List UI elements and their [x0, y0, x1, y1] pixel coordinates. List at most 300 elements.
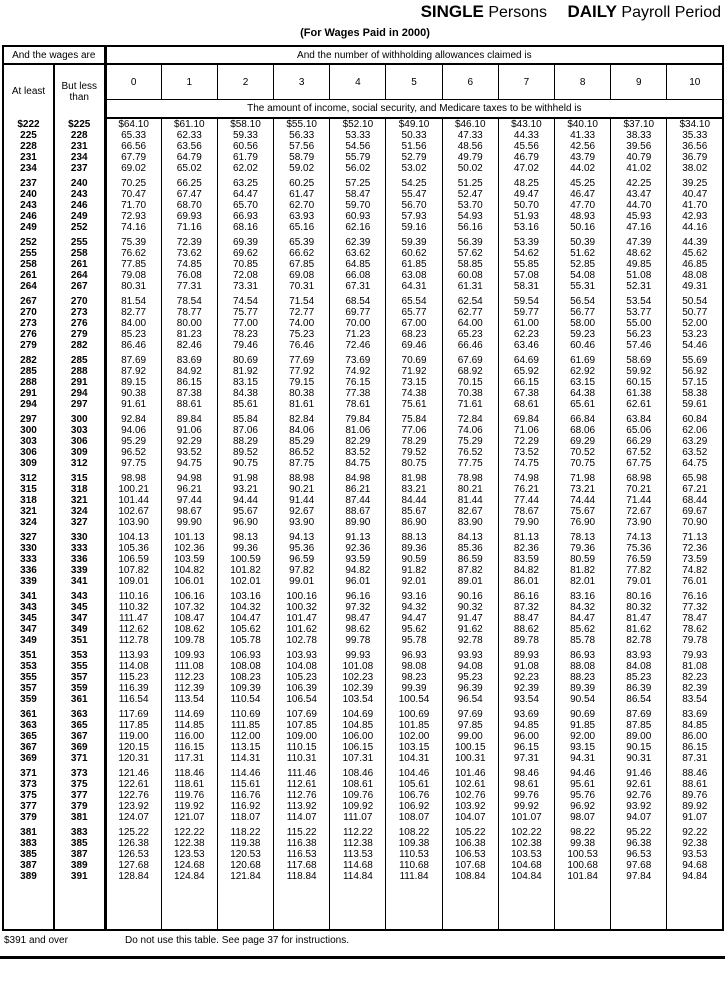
but-less-cell: 291: [54, 377, 105, 388]
amount-cell: 85.23: [105, 329, 161, 340]
amount-cell: 93.16: [386, 591, 442, 602]
amount-cell: 46.47: [555, 189, 611, 200]
but-less-cell: 321: [54, 495, 105, 506]
amount-cell: 41.33: [555, 130, 611, 141]
amount-cell: 114.07: [274, 812, 330, 823]
but-less-cell: 312: [54, 458, 105, 469]
amount-cell: 107.82: [105, 565, 161, 576]
amount-cell: 106.53: [442, 849, 498, 860]
amount-cell: 101.08: [330, 661, 386, 672]
amount-cell: 106.00: [330, 731, 386, 742]
table-row: [3, 340, 723, 351]
amount-cell: 77.06: [386, 425, 442, 436]
amount-cell: 52.47: [442, 189, 498, 200]
amount-cell: 89.52: [217, 447, 273, 458]
allowance-count-header: 3: [274, 64, 330, 100]
amount-cell: 98.61: [498, 779, 554, 790]
amount-cell: 99.36: [217, 543, 273, 554]
amount-cell: 104.85: [330, 720, 386, 731]
amount-cell: 57.15: [682, 377, 708, 388]
amount-cell: 127.68: [105, 860, 161, 871]
amount-cell: 87.06: [217, 425, 273, 436]
amount-cell: 69.46: [386, 340, 442, 351]
table-row: [3, 731, 723, 742]
but-less-cell: 359: [54, 683, 105, 694]
amount-cell: 77.00: [217, 318, 273, 329]
but-less-cell: 391: [54, 871, 105, 882]
amount-cell: 112.22: [330, 827, 386, 838]
amount-cell: 65.33: [105, 130, 161, 141]
amount-cell: 94.82: [330, 565, 386, 576]
but-less-cell: 361: [54, 694, 105, 705]
amount-cell: 117.68: [274, 860, 330, 871]
amount-cell: 100.15: [442, 742, 498, 753]
amount-cell: 99.76: [498, 790, 554, 801]
amount-cell: 96.54: [442, 694, 498, 705]
but-less-than-header: But less than: [54, 64, 105, 118]
amount-cell: 48.25: [498, 178, 554, 189]
table-row: [3, 849, 723, 860]
amount-cell: 108.23: [217, 672, 273, 683]
but-less-cell: 276: [54, 318, 105, 329]
amount-cell: 112.00: [217, 731, 273, 742]
amount-cell: 102.36: [161, 543, 217, 554]
amount-cell: 100.59: [217, 554, 273, 565]
amount-cell: 100.69: [386, 709, 442, 720]
amount-cell: 54.46: [682, 340, 708, 351]
amount-cell: 110.15: [274, 742, 330, 753]
amount-cell: 56.92: [682, 366, 708, 377]
title-daily: DAILY: [567, 2, 617, 21]
amount-cell: 101.85: [386, 720, 442, 731]
table-row: [3, 543, 723, 554]
table-row: [3, 152, 723, 163]
allowance-count-header: 7: [498, 64, 554, 100]
amount-cell: 86.52: [274, 447, 330, 458]
amount-cell: 55.00: [611, 318, 667, 329]
amount-cell: 111.08: [161, 661, 217, 672]
amount-cell: 109.78: [161, 635, 217, 646]
amount-cell: 111.84: [386, 871, 442, 882]
amount-cell: 88.47: [498, 613, 554, 624]
at-least-cell: 240: [3, 189, 54, 200]
table-row: [3, 871, 723, 882]
amount-cell: 44.70: [611, 200, 667, 211]
amount-cell: 113.92: [274, 801, 330, 812]
at-least-cell: 373: [3, 779, 54, 790]
amount-cell: 104.68: [498, 860, 554, 871]
amount-cell: 73.31: [217, 281, 273, 292]
amount-cell: 35.33: [682, 130, 708, 141]
amount-cell: 100.53: [555, 849, 611, 860]
but-less-cell: 294: [54, 388, 105, 399]
amount-cell: 102.61: [442, 779, 498, 790]
amount-cell: 47.70: [555, 200, 611, 211]
amount-cell: 55.31: [555, 281, 611, 292]
amount-cell: 44.16: [682, 222, 708, 233]
amount-cell: 64.75: [682, 458, 708, 469]
amount-cell: 57.93: [386, 211, 442, 222]
amount-cell: 70.52: [555, 447, 611, 458]
but-less-cell: 252: [54, 222, 105, 233]
amount-cell: 84.44: [386, 495, 442, 506]
but-less-cell: 288: [54, 366, 105, 377]
amount-cell: 96.16: [330, 591, 386, 602]
amount-cell: 60.46: [555, 340, 611, 351]
amount-cell: 108.22: [386, 827, 442, 838]
amount-cell: 71.98: [555, 473, 611, 484]
amount-cell: 72.29: [498, 436, 554, 447]
amount-cell: 60.62: [386, 248, 442, 259]
amount-cell: 84.92: [161, 366, 217, 377]
amount-cell: 59.70: [330, 200, 386, 211]
amount-cell: 89.15: [105, 377, 161, 388]
amount-cell: 98.47: [330, 613, 386, 624]
amount-cell: 87.44: [330, 495, 386, 506]
amount-cell: 81.61: [274, 399, 330, 410]
at-least-cell: 294: [3, 399, 54, 410]
amount-cell: 43.47: [611, 189, 667, 200]
amount-cell: 99.38: [555, 838, 611, 849]
amount-cell: 68.70: [161, 200, 217, 211]
amount-cell: 78.29: [386, 436, 442, 447]
amount-cell: 103.16: [217, 591, 273, 602]
amount-cell: 104.07: [442, 812, 498, 823]
amount-cell: 90.54: [555, 694, 611, 705]
gap-cell: [274, 882, 330, 930]
amount-cell: 55.79: [330, 152, 386, 163]
amount-cell: 99.39: [386, 683, 442, 694]
amount-cell: 57.25: [330, 178, 386, 189]
page-title: [421, 2, 721, 22]
amount-cell: 118.46: [161, 768, 217, 779]
amount-cell: 71.23: [330, 329, 386, 340]
amount-cell: 79.46: [217, 340, 273, 351]
amount-cell: 60.93: [330, 211, 386, 222]
at-least-cell: 367: [3, 742, 54, 753]
amount-cell: 124.84: [161, 871, 217, 882]
amount-cell: 73.59: [682, 554, 708, 565]
amount-cell: 61.38: [611, 388, 667, 399]
at-least-cell: 306: [3, 447, 54, 458]
amount-cell: 102.67: [105, 506, 161, 517]
at-least-cell: 264: [3, 281, 54, 292]
amount-cell: 100.16: [274, 591, 330, 602]
amount-cell: 79.36: [555, 543, 611, 554]
amount-cell: 106.92: [386, 801, 442, 812]
amount-cell: 102.76: [442, 790, 498, 801]
amount-cell: 102.22: [498, 827, 554, 838]
amount-cell: 72.46: [330, 340, 386, 351]
amount-cell: 77.82: [611, 565, 667, 576]
amount-cell: 105.78: [217, 635, 273, 646]
amount-cell: 98.13: [217, 532, 273, 543]
amount-cell: 99.90: [161, 517, 217, 528]
amount-cell: 82.84: [274, 414, 330, 425]
amount-cell: 61.69: [555, 355, 611, 366]
table-row: [3, 118, 723, 130]
amount-cell: 109.93: [161, 650, 217, 661]
amount-cell: 89.36: [386, 543, 442, 554]
at-least-cell: 258: [3, 259, 54, 270]
allowance-count-header: 1: [161, 64, 217, 100]
amount-cell: 91.47: [442, 613, 498, 624]
amount-cell: 86.15: [161, 377, 217, 388]
amount-cell: 94.44: [217, 495, 273, 506]
amount-cell: 62.61: [611, 399, 667, 410]
amount-cell: 75.67: [555, 506, 611, 517]
amount-cell: 122.22: [161, 827, 217, 838]
but-less-cell: 273: [54, 307, 105, 318]
gap-cell: [161, 882, 217, 930]
amount-cell: 87.69: [105, 355, 161, 366]
amount-cell: 84.13: [442, 532, 498, 543]
amount-cell: 89.39: [555, 683, 611, 694]
amount-cell: 47.16: [611, 222, 667, 233]
amount-cell: 70.85: [217, 259, 273, 270]
amount-cell: 84.00: [105, 318, 161, 329]
amount-cell: 65.16: [274, 222, 330, 233]
amount-cell: 102.01: [217, 576, 273, 587]
amount-cell: 83.16: [555, 591, 611, 602]
amount-cell: 67.75: [611, 458, 667, 469]
amount-cell: 97.44: [161, 495, 217, 506]
amount-cell: 114.69: [161, 709, 217, 720]
amount-cell: 73.62: [161, 248, 217, 259]
amount-cell: 76.21: [498, 484, 554, 495]
amount-cell: 110.68: [386, 860, 442, 871]
amount-cell: 98.62: [330, 624, 386, 635]
amount-cell: 49.47: [498, 189, 554, 200]
amount-cell: 73.52: [498, 447, 554, 458]
at-least-cell: 385: [3, 849, 54, 860]
amount-cell: 91.85: [555, 720, 611, 731]
amount-cell: 103.54: [330, 694, 386, 705]
amount-cell: 116.00: [161, 731, 217, 742]
amount-cell: 39.25: [682, 178, 708, 189]
amount-cell: 104.69: [330, 709, 386, 720]
amount-cell: 59.77: [498, 307, 554, 318]
amount-cell: 68.54: [330, 296, 386, 307]
amount-cell: 79.52: [386, 447, 442, 458]
amount-cell: 87.69: [611, 709, 667, 720]
amount-cell: 76.46: [274, 340, 330, 351]
amount-cell: 92.36: [330, 543, 386, 554]
amount-cell: 86.54: [611, 694, 667, 705]
amount-cell: 105.62: [217, 624, 273, 635]
amount-cell: 86.90: [386, 517, 442, 528]
amount-cell: 112.38: [330, 838, 386, 849]
amount-cell: 86.01: [498, 576, 554, 587]
amount-cell: 81.08: [682, 661, 708, 672]
amount-cell: 53.39: [498, 237, 554, 248]
amount-cell: 94.06: [105, 425, 161, 436]
at-least-cell: 285: [3, 366, 54, 377]
amount-cell: 92.76: [611, 790, 667, 801]
amount-cell: 60.15: [611, 377, 667, 388]
amount-cell: 89.92: [682, 801, 708, 812]
at-least-cell: 339: [3, 576, 54, 587]
amount-cell: 76.62: [105, 248, 161, 259]
amount-cell: 81.44: [442, 495, 498, 506]
table-row: [3, 473, 723, 484]
amount-cell: 44.33: [498, 130, 554, 141]
amount-cell: 96.15: [498, 742, 554, 753]
amount-cell: 99.78: [330, 635, 386, 646]
amount-cell: 109.01: [105, 576, 161, 587]
amount-cell: 79.78: [682, 635, 708, 646]
amount-cell: 113.54: [161, 694, 217, 705]
at-least-cell: 279: [3, 340, 54, 351]
amount-cell: 39.56: [611, 141, 667, 152]
amount-cell: 77.85: [105, 259, 161, 270]
at-least-cell: 361: [3, 709, 54, 720]
amount-cell: 98.08: [386, 661, 442, 672]
table-row: [3, 576, 723, 587]
amount-cell: 81.62: [611, 624, 667, 635]
amount-cell: 90.69: [555, 709, 611, 720]
table-row: [3, 506, 723, 517]
amount-cell: 55.69: [682, 355, 708, 366]
amount-cell: 77.38: [330, 388, 386, 399]
amount-cell: 85.62: [555, 624, 611, 635]
at-least-cell: 379: [3, 812, 54, 823]
amount-cell: 48.93: [555, 211, 611, 222]
amount-cell: 102.78: [274, 635, 330, 646]
amount-cell: 52.85: [555, 259, 611, 270]
amount-cell: 65.77: [386, 307, 442, 318]
amount-cell: 40.47: [682, 189, 708, 200]
amount-cell: 88.98: [274, 473, 330, 484]
amount-cell: 38.33: [611, 130, 667, 141]
allowance-count-header: 8: [555, 64, 611, 100]
amount-cell: 74.00: [274, 318, 330, 329]
amount-cell: 87.82: [442, 565, 498, 576]
amount-cell: 92.78: [442, 635, 498, 646]
amount-cell: 88.62: [498, 624, 554, 635]
over-range-label: $391 and over: [4, 935, 68, 946]
amount-cell: 111.46: [274, 768, 330, 779]
amount-cell: 91.98: [217, 473, 273, 484]
amount-cell: 61.85: [386, 259, 442, 270]
table-row: [3, 163, 723, 174]
amount-cell: 91.62: [442, 624, 498, 635]
but-less-cell: 267: [54, 281, 105, 292]
amount-cell: 82.77: [105, 307, 161, 318]
amount-cell: 71.16: [161, 222, 217, 233]
but-less-cell: 383: [54, 827, 105, 838]
at-least-cell: 273: [3, 318, 54, 329]
amount-cell: 65.70: [217, 200, 273, 211]
table-row: [3, 436, 723, 447]
amount-cell: 99.93: [330, 650, 386, 661]
amount-cell: 106.16: [161, 591, 217, 602]
at-least-cell: 255: [3, 248, 54, 259]
amount-cell: 70.25: [105, 178, 161, 189]
amount-cell: 97.32: [330, 602, 386, 613]
but-less-cell: 228: [54, 130, 105, 141]
amount-cell: 95.62: [386, 624, 442, 635]
table-row: [3, 141, 723, 152]
amount-cell: 75.61: [386, 399, 442, 410]
but-less-cell: 315: [54, 473, 105, 484]
amount-cell: 81.23: [161, 329, 217, 340]
amount-cell: 86.16: [498, 591, 554, 602]
amount-cell: 56.54: [555, 296, 611, 307]
amount-cell: 89.01: [442, 576, 498, 587]
amount-cell: 95.23: [442, 672, 498, 683]
amount-caption: The amount of income, social security, and Medicare taxes to be withheld is: [105, 100, 723, 119]
amount-cell: 94.47: [386, 613, 442, 624]
amount-cell: 96.52: [105, 447, 161, 458]
amount-cell: 116.38: [274, 838, 330, 849]
amount-cell: 70.21: [611, 484, 667, 495]
title-persons: Persons: [488, 4, 548, 21]
amount-cell: 50.02: [442, 163, 498, 174]
amount-cell: 109.00: [274, 731, 330, 742]
amount-cell: 100.32: [274, 602, 330, 613]
at-least-cell: 341: [3, 591, 54, 602]
amount-cell: 66.08: [330, 270, 386, 281]
amount-cell: 120.31: [105, 753, 161, 764]
table-row: [3, 565, 723, 576]
but-less-cell: 379: [54, 801, 105, 812]
amount-cell: 94.68: [682, 860, 708, 871]
amount-cell: 56.02: [330, 163, 386, 174]
amount-cell: 120.53: [217, 849, 273, 860]
amount-cell: 84.08: [611, 661, 667, 672]
but-less-cell: 371: [54, 753, 105, 764]
amount-cell: 62.23: [498, 329, 554, 340]
amount-cell: 112.23: [161, 672, 217, 683]
amount-cell: 50.77: [682, 307, 708, 318]
at-least-cell: 343: [3, 602, 54, 613]
amount-cell: 45.56: [498, 141, 554, 152]
amount-cell: 74.06: [442, 425, 498, 436]
amount-cell: 74.82: [682, 565, 708, 576]
amount-cell: 78.54: [161, 296, 217, 307]
amount-cell: 76.90: [555, 517, 611, 528]
amount-cell: 72.84: [442, 414, 498, 425]
amount-cell: 54.56: [330, 141, 386, 152]
but-less-cell: 279: [54, 329, 105, 340]
amount-cell: 115.61: [217, 779, 273, 790]
amount-cell: 78.62: [682, 624, 708, 635]
but-less-cell: 347: [54, 613, 105, 624]
table-row: [3, 366, 723, 377]
title-payroll-period: Payroll Period: [621, 4, 721, 21]
amount-cell: 59.54: [498, 296, 554, 307]
amount-cell: 68.23: [386, 329, 442, 340]
at-least-cell: 282: [3, 355, 54, 366]
amount-cell: 98.07: [555, 812, 611, 823]
amount-cell: 100.21: [105, 484, 161, 495]
amount-cell: 68.44: [682, 495, 708, 506]
withholding-table: [2, 45, 724, 931]
at-least-cell: 228: [3, 141, 54, 152]
amount-cell: 44.39: [682, 237, 708, 248]
amount-cell: 98.98: [105, 473, 161, 484]
amount-cell: 72.08: [217, 270, 273, 281]
at-least-cell: 387: [3, 860, 54, 871]
table-row: [3, 661, 723, 672]
amount-cell: 65.39: [274, 237, 330, 248]
amount-cell: 79.01: [611, 576, 667, 587]
amount-cell: 59.23: [555, 329, 611, 340]
amount-cell: 91.61: [105, 399, 161, 410]
table-row: [3, 650, 723, 661]
amount-cell: 84.85: [682, 720, 708, 731]
